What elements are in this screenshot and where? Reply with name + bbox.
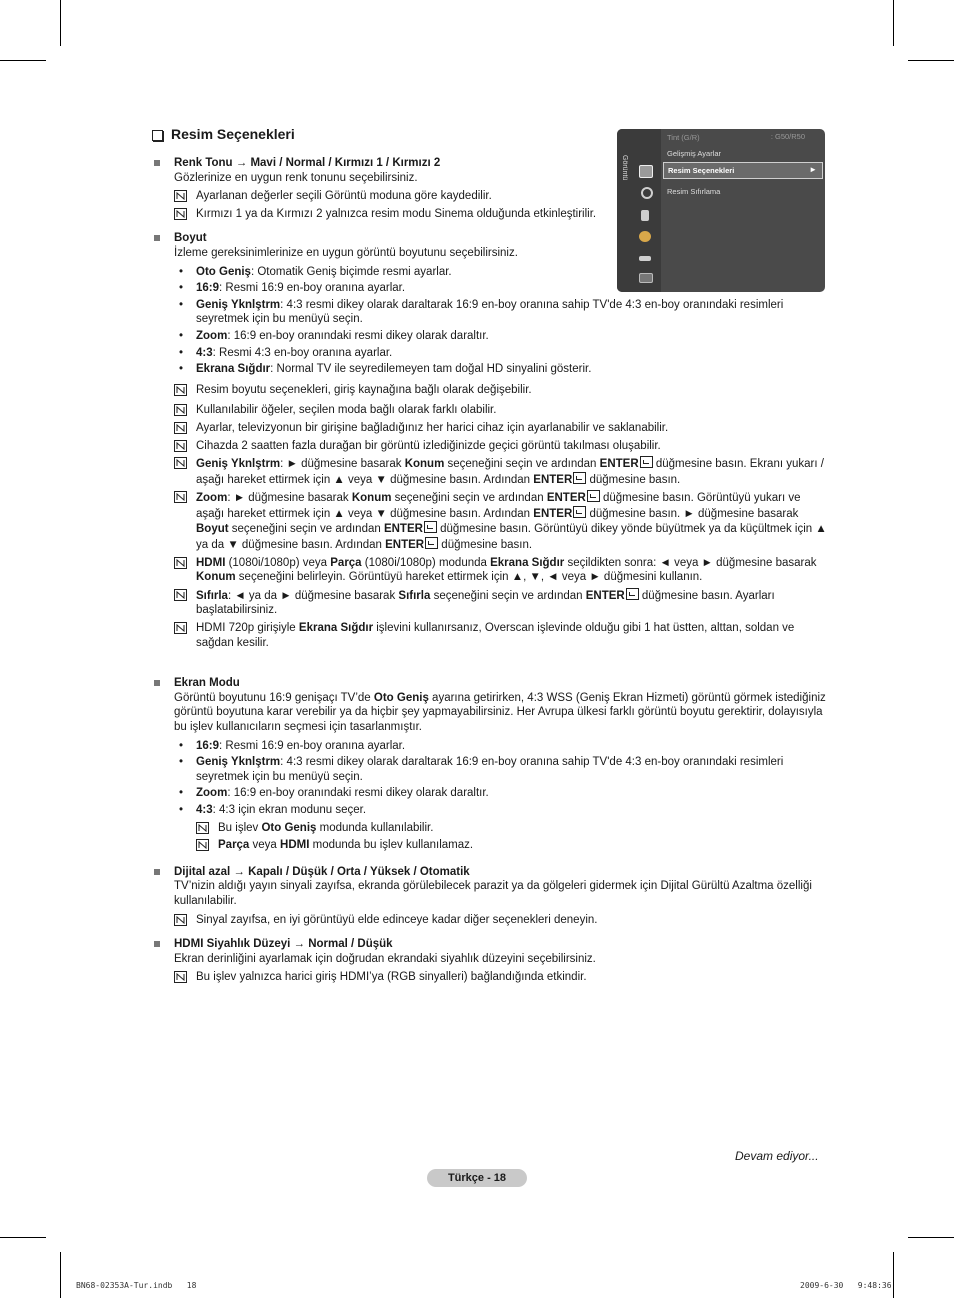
- item-boyut: [152, 231, 827, 650]
- crop-mark: [60, 0, 61, 46]
- square-bullet-icon: [154, 941, 160, 947]
- note-zoom: Zoom: ► düğmesine basarak Konum seçeneğini seçin ve ardından ENTER düğmesine basın. Görüntüyü yukarı ve aşağı hareket ettirmek için ▲ veya ▼ düğmesine basın. Ardından ENTER düğmesine basın. ► düğmesine basarak Boyut seçeneğini seçin ve ardından ENTER düğmesine basın. Görüntüyü dikey yönde büyütmek ya da küçültmek için ▲ ya da ▼ düğmesine basın. Ardından ENTER düğmesine basın.: [174, 490, 827, 552]
- item-hdmi-siyahlik: [152, 937, 827, 985]
- note: Ayarlanan değerler seçili Görüntü moduna göre kaydedilir.: [174, 189, 827, 204]
- item-heading: Ekran Modu: [174, 677, 240, 690]
- crop-mark: [908, 60, 954, 61]
- item-desc: TV’nizin aldığı yayın sinyali zayıfsa, ekranda görülebilecek parazit ya da gölgeleri gidermek için Dijital Gürültü Azaltma özelliği kullanılabilir.: [174, 880, 812, 907]
- bullet-item: • Zoom: 16:9 en-boy oranındaki resmi dikey olarak daraltır.: [179, 787, 489, 800]
- note: Sinyal zayıfsa, en iyi görüntüyü elde edinceye kadar diğer seçenekleri deneyin.: [174, 913, 827, 928]
- note-icon: [174, 622, 187, 634]
- note: Kırmızı 1 ya da Kırmızı 2 yalnızca resim modu Sinema olduğunda etkinleştirilir.: [174, 207, 827, 222]
- note-icon: [174, 384, 187, 396]
- arrow-right-icon: ►: [809, 165, 817, 174]
- note-icon: [174, 589, 187, 601]
- menu-row-tint: Tint (G/R): [667, 133, 700, 142]
- enter-icon: [640, 456, 653, 468]
- note: Ayarlar, televizyonun bir girişine bağladığınız her harici cihaz için ayarlanabilir ve saklanabilir.: [174, 421, 827, 436]
- content: [152, 156, 827, 993]
- menu-row-picture-options: Resim Seçenekleri ►: [663, 162, 823, 179]
- item-desc: Ekran derinliğini ayarlamak için doğrudan ekrandaki siyahlık düzeyini seçebilirsiniz.: [174, 952, 596, 965]
- bullet-item: • Oto Geniş: Otomatik Geniş biçimde resmi ayarlar.: [179, 265, 452, 278]
- checkbox-icon: [152, 130, 163, 141]
- note-icon: [174, 208, 187, 220]
- item-heading: Renk Tonu → Mavi / Normal / Kırmızı 1 / Kırmızı 2: [174, 157, 441, 169]
- page-number: Türkçe - 18: [427, 1169, 527, 1187]
- item-dijital-azal: [152, 865, 827, 927]
- bullet-item: • 16:9: Resmi 16:9 en-boy oranına ayarlar.: [179, 739, 406, 752]
- bullet-item: • Ekrana Sığdır: Normal TV ile seyredilemeyen tam doğal HD sinyalini gösterir.: [179, 363, 592, 376]
- item-desc: İzleme gereksinimlerinize en uygun görüntü boyutunu seçebilirsiniz.: [174, 246, 518, 259]
- enter-icon: [587, 490, 600, 502]
- note-icon: [174, 914, 187, 926]
- note-icon: [174, 491, 187, 503]
- note-icon: [196, 822, 209, 834]
- crop-mark: [908, 1237, 954, 1238]
- square-bullet-icon: [154, 680, 160, 686]
- continued-label: Devam ediyor...: [735, 1149, 819, 1163]
- print-info-left: BN68-02353A-Tur.indb 18: [76, 1281, 197, 1290]
- note-icon: [174, 557, 187, 569]
- enter-icon: [626, 588, 639, 600]
- note-icon: [174, 440, 187, 452]
- bullet-item: • 4:3: Resmi 4:3 en-boy oranına ayarlar.: [179, 346, 393, 359]
- bullet-item: • Zoom: 16:9 en-boy oranındaki resmi dikey olarak daraltır.: [179, 329, 489, 342]
- note-hdmi: HDMI (1080i/1080p) veya Parça (1080i/1080p) modunda Ekrana Sığdır seçildikten sonra: ◄ veya ► düğmesine basarak Konum seçeneğini belirleyin. Görüntüyü hareket ettirmek için ▲, ▼, ◄ veya ► düğmesini kullanın.: [174, 556, 827, 585]
- square-bullet-icon: [154, 869, 160, 875]
- item-desc: Görüntü boyutunu 16:9 genişaçı TV’de Oto Geniş ayarına getirirken, 4:3 WSS (Geniş Ekran Hizmeti) görüntü görmek istediğiniz görüntü boyutuna karar verebilir ya da hiçbir şey yapmayabilirsiniz. Her Avrupa ülkesi farklı görüntü boyutu gerektirir, dolayısıyla bu işlev kullanıcıların seçmesi için tasarlanmıştır.: [174, 691, 826, 733]
- menu-side-label: Görüntü: [621, 155, 628, 181]
- note: Bu işlev yalnızca harici giriş HDMI’ya (RGB sinyalleri) bağlandığında etkindir.: [174, 970, 827, 985]
- crop-mark: [0, 1237, 46, 1238]
- item-ekran-modu: [152, 676, 827, 853]
- enter-icon: [573, 472, 586, 484]
- print-info-right: 2009-6-30 9:48:36: [800, 1281, 892, 1290]
- crop-mark: [893, 0, 894, 46]
- crop-mark: [60, 1252, 61, 1298]
- note-hdmi-720p: HDMI 720p girişiyle Ekrana Sığdır işlevini kullanırsanız, Overscan işlevinde olduğu gibi 1 hat üstten, alttan, soldan ve sağdan kesilir.: [174, 621, 827, 650]
- enter-icon: [573, 506, 586, 518]
- note: Kullanılabilir öğeler, seçilen moda bağlı olarak farklı olabilir.: [174, 403, 827, 418]
- note: Bu işlev Oto Geniş modunda kullanılabilir.: [196, 821, 827, 836]
- bullet-item: • 16:9: Resmi 16:9 en-boy oranına ayarlar.: [179, 282, 406, 295]
- note-icon: [174, 422, 187, 434]
- bullet-item: • Geniş Yknlştrm: 4:3 resmi dikey olarak daraltarak 16:9 en-boy oranına sahip TV'de 4:3 en-boy oranındaki resimleri seyretmek için bu menüyü seçin.: [179, 756, 784, 783]
- note-icon: [174, 190, 187, 202]
- bullet-item: • Geniş Yknlştrm: 4:3 resmi dikey olarak daraltarak 16:9 en-boy oranına sahip TV'de 4:3 en-boy oranındaki resimleri seyretmek için bu menüyü seçin.: [179, 298, 784, 326]
- note-icon: [174, 457, 187, 469]
- crop-mark: [0, 60, 46, 61]
- menu-tint-value: : G50/R50: [770, 132, 805, 141]
- square-bullet-icon: [154, 160, 160, 166]
- menu-row-picture-reset: Resim Sıfırlama: [667, 187, 721, 196]
- note-genis-yknlstrm: Geniş Yknlştrm: ► düğmesine basarak Konum seçeneğini seçin ve ardından ENTER düğmesine basın. Ekranı yukarı / aşağı hareket ettirmek için ▲ veya ▼ düğmesine basın. Ardından ENTER düğmesine basın.: [174, 456, 827, 487]
- enter-icon: [424, 521, 437, 533]
- item-heading: Dijital azal → Kapalı / Düşük / Orta / Yüksek / Otomatik: [174, 865, 470, 878]
- enter-icon: [425, 537, 438, 549]
- item-heading: HDMI Siyahlık Düzeyi → Normal / Düşük: [174, 938, 393, 951]
- note: Resim boyutu seçenekleri, giriş kaynağına bağlı olarak değişebilir.: [174, 383, 827, 398]
- note: Parça veya HDMI modunda bu işlev kullanılamaz.: [196, 838, 827, 853]
- note-icon: [174, 404, 187, 416]
- item-desc: Gözlerinize en uygun renk tonunu seçebilirsiniz.: [174, 171, 418, 184]
- item-heading: Boyut: [174, 232, 207, 245]
- note-sifirla: Sıfırla: ◄ ya da ► düğmesine basarak Sıfırla seçeneğini seçin ve ardından ENTER düğmesine basın. Ayarları başlatabilirsiniz.: [174, 588, 827, 618]
- section-title: Resim Seçenekleri: [152, 126, 295, 142]
- item-renk-tonu: [152, 156, 827, 221]
- note-icon: [174, 971, 187, 983]
- menu-row-advanced: Gelişmiş Ayarlar: [667, 149, 722, 158]
- bullet-item: • 4:3: 4:3 için ekran modunu seçer.: [179, 803, 367, 816]
- crop-mark: [893, 1252, 894, 1298]
- note-icon: [196, 839, 209, 851]
- square-bullet-icon: [154, 235, 160, 241]
- note: Cihazda 2 saatten fazla durağan bir görüntü izlediğinizde geçici görüntü takılması oluşabilir.: [174, 439, 827, 454]
